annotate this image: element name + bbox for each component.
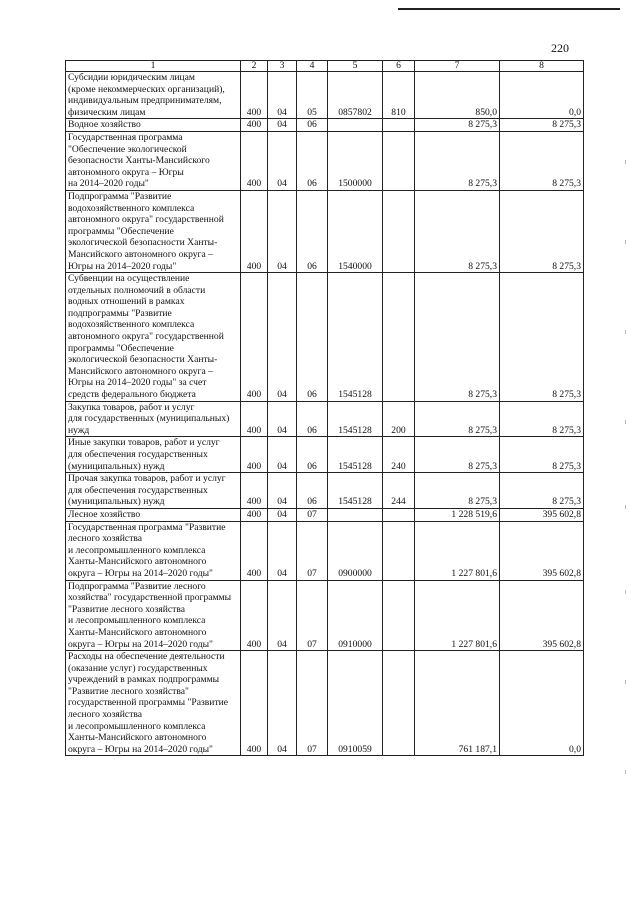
cell-amount-8: 395 602,8	[500, 508, 584, 521]
cell-subsection: 06	[297, 473, 328, 509]
row-name: Субсидии юридическим лицам (кроме некоммерческих организаций), индивидуальным предпринимателям, физическим лицам	[66, 72, 241, 119]
cell-target-article	[328, 119, 383, 132]
row-name: Закупка товаров, работ и услуг для государственных (муниципальных) нужд	[66, 401, 241, 437]
cell-section: 04	[268, 401, 297, 437]
cell-subsection: 07	[297, 521, 328, 580]
cell-subsection: 06	[297, 401, 328, 437]
cell-ministry: 400	[241, 131, 268, 190]
cell-subsection: 06	[297, 437, 328, 473]
table-row	[66, 437, 584, 473]
cell-subsection: 07	[297, 651, 328, 756]
cell-section: 04	[268, 473, 297, 509]
cell-amount-8: 0,0	[500, 651, 584, 756]
row-name: Иные закупки товаров, работ и услуг для обеспечения государственных (муниципальных) нужд	[66, 437, 241, 473]
cell-amount-7: 1 227 801,6	[415, 580, 500, 651]
cell-amount-8: 8 275,3	[500, 190, 584, 272]
margin-mark	[625, 505, 626, 509]
cell-section: 04	[268, 508, 297, 521]
cell-amount-8: 8 275,3	[500, 401, 584, 437]
cell-section: 04	[268, 119, 297, 132]
cell-subsection: 05	[297, 72, 328, 119]
cell-subsection: 07	[297, 580, 328, 651]
cell-ministry: 400	[241, 401, 268, 437]
cell-target-article: 1545128	[328, 473, 383, 509]
table-row	[66, 521, 584, 580]
cell-amount-8: 395 602,8	[500, 521, 584, 580]
margin-mark	[625, 770, 626, 774]
cell-subsection: 07	[297, 508, 328, 521]
margin-mark	[625, 590, 626, 594]
cell-section: 04	[268, 131, 297, 190]
cell-ministry: 400	[241, 437, 268, 473]
cell-ministry: 400	[241, 119, 268, 132]
budget-table	[65, 60, 584, 756]
cell-expense-type	[383, 119, 415, 132]
table-row	[66, 508, 584, 521]
row-name: Субвенции на осуществление отдельных полномочий в области водных отношений в рамках подпрограммы "Развитие водохозяйственного комплекса автономного округа" государственной программы "Обеспечение экологической безопасности Ханты- Мансийского автономного округа – Югры на 2014–2020 годы" за счет средств федерального бюджета	[66, 273, 241, 402]
header-row	[66, 61, 584, 72]
column-header: 1	[66, 61, 241, 72]
cell-expense-type: 810	[383, 72, 415, 119]
cell-expense-type	[383, 580, 415, 651]
cell-target-article: 1500000	[328, 131, 383, 190]
cell-section: 04	[268, 72, 297, 119]
column-header: 2	[241, 61, 268, 72]
cell-amount-7: 8 275,3	[415, 273, 500, 402]
margin-mark	[625, 420, 626, 424]
cell-expense-type: 240	[383, 437, 415, 473]
cell-amount-7: 850,0	[415, 72, 500, 119]
cell-expense-type	[383, 508, 415, 521]
row-name: Подпрограмма "Развитие лесного хозяйства" государственной программы "Развитие лесного хозяйства и лесопромышленного комплекса Ханты-Мансийского автономного округа – Югры на 2014–2020 годы"	[66, 580, 241, 651]
column-header: 6	[383, 61, 415, 72]
cell-amount-7: 761 187,1	[415, 651, 500, 756]
cell-amount-7: 8 275,3	[415, 119, 500, 132]
column-header: 8	[500, 61, 584, 72]
cell-section: 04	[268, 437, 297, 473]
margin-mark	[625, 680, 626, 684]
table-row	[66, 473, 584, 509]
cell-amount-7: 1 227 801,6	[415, 521, 500, 580]
table-row	[66, 401, 584, 437]
cell-amount-7: 8 275,3	[415, 190, 500, 272]
cell-expense-type	[383, 651, 415, 756]
cell-ministry: 400	[241, 273, 268, 402]
cell-target-article: 0910000	[328, 580, 383, 651]
top-rule	[398, 8, 620, 10]
cell-amount-7: 8 275,3	[415, 401, 500, 437]
cell-amount-8: 8 275,3	[500, 119, 584, 132]
cell-ministry: 400	[241, 72, 268, 119]
margin-mark	[625, 330, 626, 334]
cell-subsection: 06	[297, 273, 328, 402]
row-name: Водное хозяйство	[66, 119, 241, 132]
cell-expense-type	[383, 190, 415, 272]
cell-target-article: 0857802	[328, 72, 383, 119]
cell-target-article: 1540000	[328, 190, 383, 272]
cell-section: 04	[268, 190, 297, 272]
cell-amount-7: 1 228 519,6	[415, 508, 500, 521]
cell-target-article: 1545128	[328, 401, 383, 437]
cell-subsection: 06	[297, 119, 328, 132]
cell-amount-8: 8 275,3	[500, 131, 584, 190]
table-row	[66, 119, 584, 132]
cell-section: 04	[268, 580, 297, 651]
cell-expense-type: 200	[383, 401, 415, 437]
column-header: 3	[268, 61, 297, 72]
column-header: 5	[328, 61, 383, 72]
column-header: 7	[415, 61, 500, 72]
cell-ministry: 400	[241, 580, 268, 651]
cell-amount-7: 8 275,3	[415, 473, 500, 509]
cell-ministry: 400	[241, 190, 268, 272]
row-name: Государственная программа "Обеспечение экологической безопасности Ханты-Мансийского автономного округа – Югры на 2014–2020 годы"	[66, 131, 241, 190]
table-row	[66, 273, 584, 402]
cell-amount-7: 8 275,3	[415, 437, 500, 473]
table-row	[66, 131, 584, 190]
cell-ministry: 400	[241, 473, 268, 509]
row-name: Подпрограмма "Развитие водохозяйственного комплекса автономного округа" государственной программы "Обеспечение экологической безопасности Ханты- Мансийского автономного округа – Югры на 2014–2020 годы"	[66, 190, 241, 272]
table-row	[66, 190, 584, 272]
cell-amount-7: 8 275,3	[415, 131, 500, 190]
cell-section: 04	[268, 651, 297, 756]
cell-expense-type	[383, 273, 415, 402]
table-row	[66, 580, 584, 651]
cell-ministry: 400	[241, 651, 268, 756]
row-name: Расходы на обеспечение деятельности (оказание услуг) государственных учреждений в рамках подпрограммы "Развитие лесного хозяйства" государственной программы "Развитие лесного хозяйства и лесопромышленного комплекса Ханты-Мансийского автономного округа – Югры на 2014–2020 годы"	[66, 651, 241, 756]
cell-subsection: 06	[297, 190, 328, 272]
cell-section: 04	[268, 521, 297, 580]
cell-expense-type	[383, 131, 415, 190]
margin-mark	[625, 160, 626, 164]
cell-ministry: 400	[241, 508, 268, 521]
cell-amount-8: 8 275,3	[500, 473, 584, 509]
cell-expense-type: 244	[383, 473, 415, 509]
cell-target-article: 0900000	[328, 521, 383, 580]
cell-amount-8: 8 275,3	[500, 437, 584, 473]
cell-target-article: 0910059	[328, 651, 383, 756]
row-name: Лесное хозяйство	[66, 508, 241, 521]
column-header: 4	[297, 61, 328, 72]
row-name: Прочая закупка товаров, работ и услуг для обеспечения государственных (муниципальных) нужд	[66, 473, 241, 509]
cell-ministry: 400	[241, 521, 268, 580]
cell-section: 04	[268, 273, 297, 402]
table-row	[66, 651, 584, 756]
cell-amount-8: 395 602,8	[500, 580, 584, 651]
row-name: Государственная программа "Развитие лесного хозяйства и лесопромышленного комплекса Ханты-Мансийского автономного округа – Югры на 2014–2020 годы"	[66, 521, 241, 580]
cell-expense-type	[383, 521, 415, 580]
margin-mark	[625, 240, 626, 244]
cell-amount-8: 8 275,3	[500, 273, 584, 402]
cell-subsection: 06	[297, 131, 328, 190]
cell-target-article: 1545128	[328, 437, 383, 473]
cell-amount-8: 0,0	[500, 72, 584, 119]
table-row	[66, 72, 584, 119]
cell-target-article: 1545128	[328, 273, 383, 402]
page-number: 220	[551, 41, 569, 55]
cell-target-article	[328, 508, 383, 521]
